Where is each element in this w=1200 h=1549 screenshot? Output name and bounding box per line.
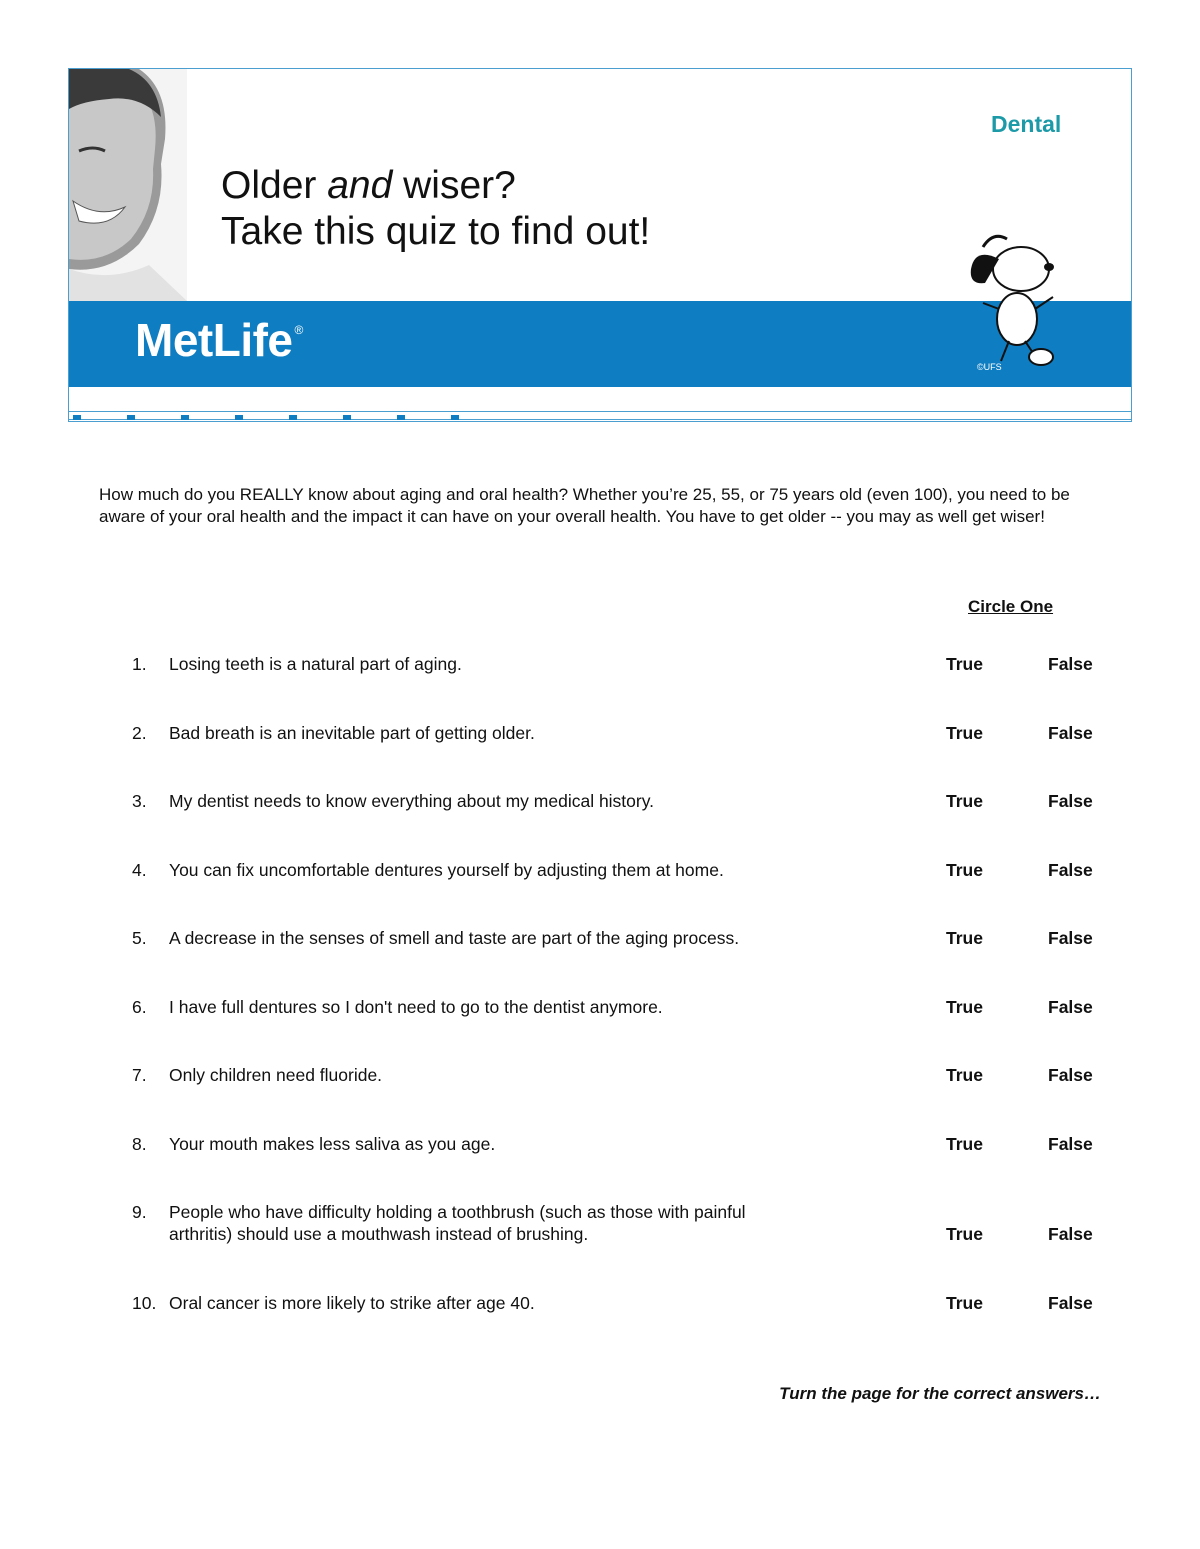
true-option[interactable]: True xyxy=(946,928,983,948)
false-option[interactable]: False xyxy=(1048,997,1093,1017)
rule-dash xyxy=(235,415,243,420)
question-number: 6. xyxy=(132,997,147,1017)
footer-note: Turn the page for the correct answers… xyxy=(779,1384,1101,1403)
question-text: Your mouth makes less saliva as you age. xyxy=(169,1134,496,1154)
true-option[interactable]: True xyxy=(946,860,983,880)
header-banner xyxy=(68,68,1132,422)
question-number: 10. xyxy=(132,1293,157,1313)
title-line2: Take this quiz to find out! xyxy=(221,210,651,253)
rule-dash xyxy=(397,415,405,420)
question-text: Oral cancer is more likely to strike after age 40. xyxy=(169,1293,535,1313)
dental-label: Dental xyxy=(991,111,1062,137)
rule-dash xyxy=(181,415,189,420)
false-option[interactable]: False xyxy=(1048,723,1093,743)
question-number: 5. xyxy=(132,928,147,948)
false-option[interactable]: False xyxy=(1048,791,1093,811)
logo-text: MetLife xyxy=(135,314,293,366)
question-text: Only children need fluoride. xyxy=(169,1065,383,1085)
true-option[interactable]: True xyxy=(946,1293,983,1313)
title-part1: Older xyxy=(221,164,328,207)
snoopy-dancing-icon xyxy=(953,229,1073,369)
rule-dash xyxy=(73,415,81,420)
false-option[interactable]: False xyxy=(1048,1293,1093,1313)
question-number: 4. xyxy=(132,860,147,880)
question-number: 9. xyxy=(132,1202,147,1222)
question-text: Losing teeth is a natural part of aging. xyxy=(169,654,462,674)
false-option[interactable]: False xyxy=(1048,860,1093,880)
metlife-logo xyxy=(135,313,303,367)
false-option[interactable]: False xyxy=(1048,928,1093,948)
question-text: People who have difficulty holding a toothbrush (such as those with painful arthritis) should use a mouthwash instead of brushing. xyxy=(169,1202,746,1244)
false-option[interactable]: False xyxy=(1048,654,1093,674)
instructions-label: Circle One xyxy=(968,597,1054,616)
true-option[interactable]: True xyxy=(946,1065,983,1085)
question-text: Bad breath is an inevitable part of getting older. xyxy=(169,723,535,743)
false-option[interactable]: False xyxy=(1048,1065,1093,1085)
rule-dash xyxy=(343,415,351,420)
question-text: You can fix uncomfortable dentures yourself by adjusting them at home. xyxy=(169,860,724,880)
question-text: I have full dentures so I don't need to go to the dentist anymore. xyxy=(169,997,663,1017)
divider-line-bottom xyxy=(69,419,1131,420)
registered-mark: ® xyxy=(294,322,303,337)
divider-line-top xyxy=(69,411,1131,412)
true-option[interactable]: True xyxy=(946,1224,983,1244)
question-number: 8. xyxy=(132,1134,147,1154)
rule-dash xyxy=(451,415,459,420)
intro-paragraph: How much do you REALLY know about aging and oral health? Whether you’re 25, 55, or 75 years old (even 100), you need to be aware of your oral health and the impact it can have on your overall health. You have to get older -- you may as well get wiser! xyxy=(99,485,1070,526)
title-emphasis: and xyxy=(327,164,393,207)
true-option[interactable]: True xyxy=(946,791,983,811)
true-option[interactable]: True xyxy=(946,723,983,743)
title-part2: wiser? xyxy=(392,164,516,207)
false-option[interactable]: False xyxy=(1048,1134,1093,1154)
false-option[interactable]: False xyxy=(1048,1224,1093,1244)
true-option[interactable]: True xyxy=(946,997,983,1017)
rule-dash xyxy=(127,415,135,420)
question-text: A decrease in the senses of smell and taste are part of the aging process. xyxy=(169,928,740,948)
question-number: 2. xyxy=(132,723,147,743)
copyright-label: ©UFS xyxy=(977,362,1002,372)
man-portrait-image xyxy=(69,69,187,301)
page-title xyxy=(221,163,650,255)
question-number: 7. xyxy=(132,1065,147,1085)
question-number: 3. xyxy=(132,791,147,811)
question-text: My dentist needs to know everything about my medical history. xyxy=(169,791,655,811)
true-option[interactable]: True xyxy=(946,654,983,674)
true-option[interactable]: True xyxy=(946,1134,983,1154)
rule-dash xyxy=(289,415,297,420)
question-number: 1. xyxy=(132,654,147,674)
